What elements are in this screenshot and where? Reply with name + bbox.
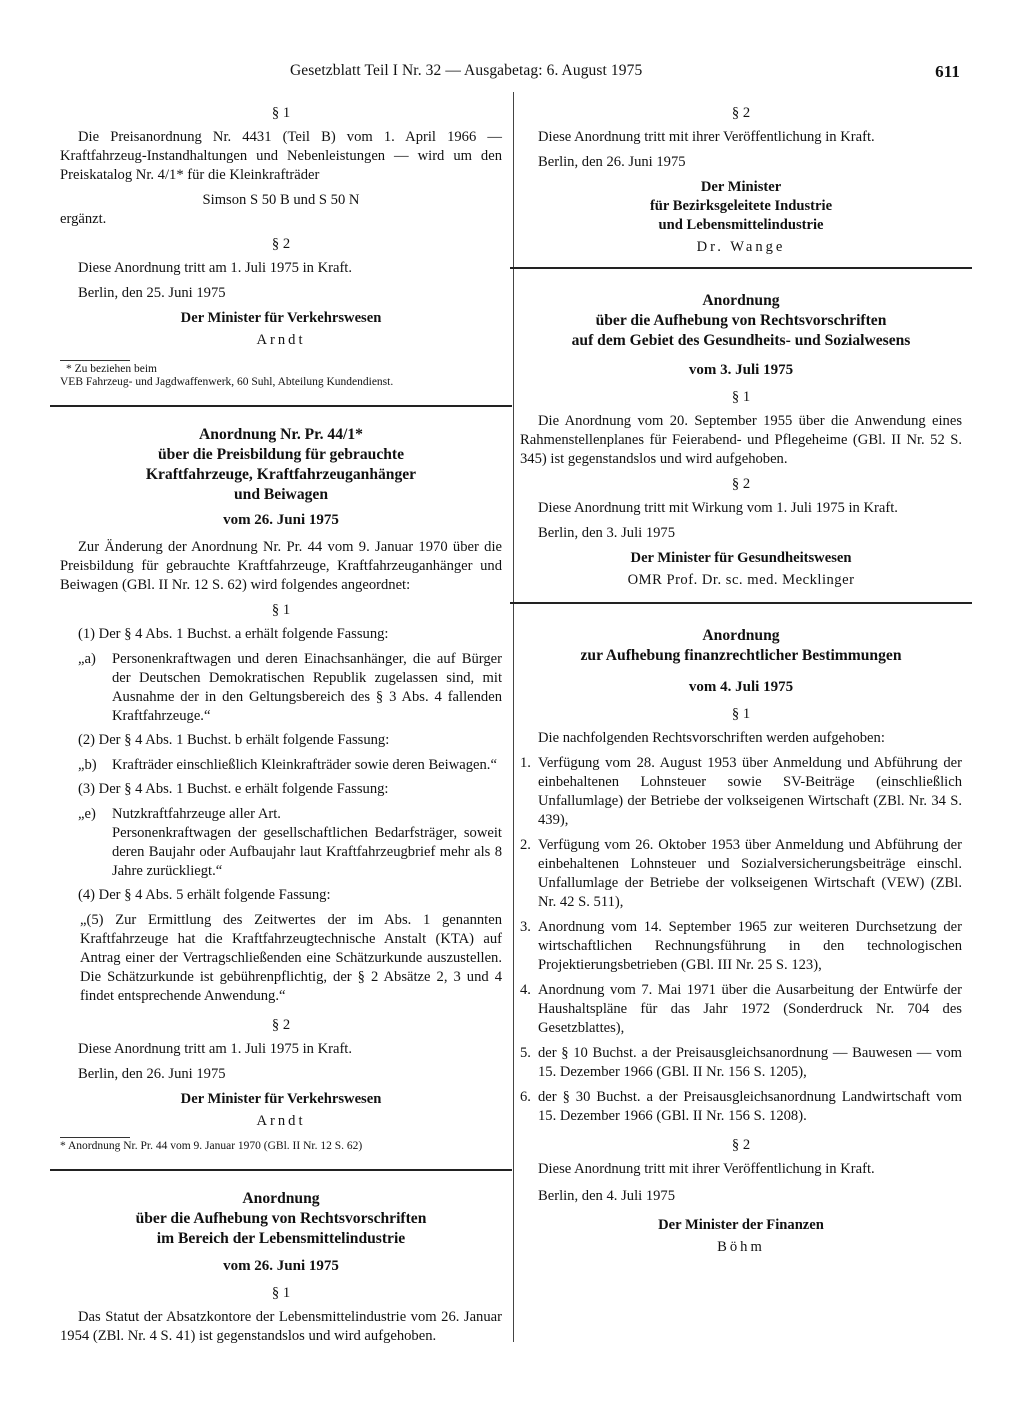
list-item	[520, 1088, 962, 1126]
heading-line: Anordnung	[242, 1190, 320, 1207]
body-text: Das Statut der Absatzkontore der Lebensmittelindustrie vom 26. Januar 1954 (ZBl. Nr. 4 S. 41) ist gegenstandslos und wird aufgehoben.	[60, 1309, 502, 1344]
heading-line: Kraftfahrzeuge, Kraftfahrzeuganhänger	[145, 466, 417, 483]
heading-line: Anordnung Nr. Pr. 44/1*	[199, 426, 363, 443]
list-item	[520, 981, 962, 1038]
heading-line: zur Aufhebung finanzrechtlicher Bestimmungen	[580, 647, 902, 664]
section-continuation	[520, 104, 962, 257]
body-text: Diese Anordnung tritt am 1. Juli 1975 in Kraft.	[78, 1041, 353, 1057]
body-text: Diese Anordnung tritt am 1. Juli 1975 in Kraft.	[78, 260, 353, 276]
section-date: vom 26. Juni 1975	[223, 512, 339, 528]
place-date: Berlin, den 4. Juli 1975	[538, 1188, 676, 1204]
signatory-name: Böhm	[717, 1239, 765, 1255]
body-text: Diese Anordnung tritt mit ihrer Veröffentlichung in Kraft.	[538, 1161, 875, 1177]
signatory-title: Der Minister der Finanzen	[658, 1217, 824, 1233]
heading-line: über die Aufhebung von Rechtsvorschriften	[595, 312, 887, 329]
item-number: 5.	[520, 1045, 531, 1061]
footnote: * Anordnung Nr. Pr. 44 vom 9. Januar 1970 (GBl. II Nr. 12 S. 62)	[60, 1140, 363, 1152]
heading-line: über die Preisbildung für gebrauchte	[157, 446, 405, 463]
item-text: Verfügung vom 28. August 1953 über Anmeldung und Abführung der einbehaltenen Lohnsteuer sowie SV-Beiträge (einschließlich Unfallumlage) der Betriebe der volkseigenen Wirtschaft (ZBl. Nr. 34 S. 439),	[538, 755, 962, 828]
section-divider	[50, 405, 512, 407]
heading-line: Anordnung	[702, 292, 780, 309]
item-text: der § 10 Buchst. a der Preisausgleichsanordnung — Bauwesen — vom 15. Dezember 1966 (GBl. II Nr. 156 S. 1205),	[538, 1045, 962, 1080]
section-finanzrecht	[520, 626, 962, 1257]
list-item	[60, 805, 502, 881]
subsection: (4) Der § 4 Abs. 5 erhält folgende Fassung:	[78, 887, 331, 903]
signatory-name: Arndt	[256, 1113, 306, 1129]
item-number: 4.	[520, 982, 531, 998]
signatory-title: und Lebensmittelindustrie	[658, 217, 824, 233]
heading-line: auf dem Gebiet des Gesundheits- und Sozialwesens	[571, 332, 911, 349]
body-text: Die Anordnung vom 20. September 1955 über die Anwendung eines Rahmenstellenplanes für Feierabend- und Pflegeheime (GBl. II Nr. 52 S. 345) ist gegenstandslos und wird aufgehoben.	[520, 413, 962, 467]
signatory-title: Der Minister	[700, 179, 782, 195]
body-text: Diese Anordnung tritt mit ihrer Veröffentlichung in Kraft.	[538, 129, 875, 145]
place-date: Berlin, den 26. Juni 1975	[78, 1066, 226, 1082]
section-divider	[510, 602, 972, 604]
paragraph-mark: § 1	[731, 389, 751, 405]
item-number: 2.	[520, 837, 531, 853]
section-lebensmittelindustrie	[60, 1189, 502, 1346]
item-text: der § 30 Buchst. a der Preisausgleichsanordnung Landwirtschaft vom 15. Dezember 1966 (GBl. II Nr. 156 S. 1208).	[538, 1089, 962, 1124]
list-item	[520, 836, 962, 912]
section-heading	[520, 626, 962, 666]
item-label: „b)	[78, 757, 97, 773]
item-number: 1.	[520, 755, 531, 771]
footnote-divider	[60, 1137, 130, 1138]
repeal-list	[520, 754, 962, 1126]
item-number: 3.	[520, 919, 531, 935]
item-text: Verfügung vom 26. Oktober 1953 über Anmeldung und Abführung der einbehaltenen Lohnsteuer und Sozialversicherungsbeiträge einschl. Unfallumlage der Betriebe der volkseigenen Wirtschaft (VEW) (ZBl. Nr. 42 S. 511),	[538, 837, 962, 910]
left-column	[60, 100, 502, 1352]
column-divider	[513, 92, 514, 1342]
heading-line: und Beiwagen	[233, 486, 329, 503]
footnote-divider	[60, 360, 130, 361]
signatory-name: Dr. Wange	[696, 239, 786, 255]
paragraph-mark: § 1	[271, 105, 291, 121]
section-anordnung-pr-44-1	[60, 425, 502, 1153]
list-item	[60, 650, 502, 726]
item-text	[112, 805, 502, 881]
signatory-title: Der Minister für Verkehrswesen	[180, 310, 382, 326]
paragraph-mark: § 2	[731, 1137, 751, 1153]
place-date: Berlin, den 3. Juli 1975	[538, 525, 676, 541]
list-item	[520, 1044, 962, 1082]
heading-line: Anordnung	[702, 627, 780, 644]
item-text-line: Personenkraftwagen der gesellschaftlichen Bedarfsträger, soweit deren Baujahr oder Aufbaujahr laut Kraftfahrzeugbrief mehr als 8 Jahre zurückliegt.“	[112, 825, 502, 879]
signatory-title: Der Minister für Gesundheitswesen	[630, 550, 852, 566]
section-heading	[60, 425, 502, 505]
item-text: Personenkraftwagen und deren Einachsanhänger, die auf Bürger der Deutschen Demokratischen Republik zugelassen sind, mit Ausnahme der in den Geltungsbereich des § 3 Abs. 4 fallenden Kraftfahrzeuge.“	[112, 651, 502, 724]
paragraph-mark: § 1	[271, 602, 291, 618]
page-number: 611	[935, 62, 960, 81]
footnote: * Zu beziehen beim	[66, 363, 158, 375]
section-heading	[520, 291, 962, 351]
subsection: (2) Der § 4 Abs. 1 Buchst. b erhält folgende Fassung:	[78, 732, 390, 748]
item-text-line: Nutzkraftfahrzeuge aller Art.	[112, 806, 281, 822]
header-title: Gesetzblatt Teil I Nr. 32 — Ausgabetag: 6. August 1975	[290, 62, 643, 79]
body-text-centered: Simson S 50 B und S 50 N	[202, 192, 360, 208]
signatory-title: für Bezirksgeleitete Industrie	[649, 198, 833, 214]
body-text: Die Preisanordnung Nr. 4431 (Teil B) vom 1. April 1966 — Kraftfahrzeug-Instandhaltungen und Nebenleistungen — wird um den Preiskatalog Nr. 4/1* für die Kleinkrafträder	[60, 129, 502, 183]
place-date: Berlin, den 25. Juni 1975	[78, 285, 226, 301]
page-header	[290, 62, 960, 80]
section-gesundheitswesen	[520, 291, 962, 590]
right-column	[520, 100, 962, 1263]
item-label: „e)	[78, 806, 96, 822]
section-preiskatalog	[60, 104, 502, 389]
body-text: Die nachfolgenden Rechtsvorschriften werden aufgehoben:	[538, 730, 885, 746]
item-text: Krafträder einschließlich Kleinkrafträder sowie deren Beiwagen.“	[112, 757, 497, 773]
item-text: Anordnung vom 7. Mai 1971 über die Ausarbeitung der Entwürfe der Haushaltspläne für das Jahr 1972 (Sonderdruck Nr. 704 des Gesetzblattes),	[538, 982, 962, 1036]
signatory-title: Der Minister für Verkehrswesen	[180, 1091, 382, 1107]
place-date: Berlin, den 26. Juni 1975	[538, 154, 686, 170]
body-text: ergänzt.	[60, 211, 107, 227]
paragraph-mark: § 2	[271, 1017, 291, 1033]
item-number: 6.	[520, 1089, 531, 1105]
paragraph-mark: § 1	[731, 706, 751, 722]
section-divider	[510, 267, 972, 269]
paragraph-mark: § 2	[271, 236, 291, 252]
quoted-text: „(5) Zur Ermittlung des Zeitwertes der im Abs. 1 genannten Kraftfahrzeuge hat die Kraftfahrzeugtechnische Anstalt (KTA) auf Antrag einer der Vertragschließenden eine Schätzurkunde auszustellen. Die Schätzurkunde ist gebührenpflichtig, der § 2 Absätze 2, 3 und 4 findet entsprechende Anwendung.“	[80, 912, 502, 1004]
heading-line: über die Aufhebung von Rechtsvorschriften	[135, 1210, 427, 1227]
section-divider	[50, 1169, 512, 1171]
list-item	[60, 756, 502, 775]
body-text: Zur Änderung der Anordnung Nr. Pr. 44 vom 9. Januar 1970 über die Preisbildung für gebrauchte Kraftfahrzeuge, Kraftfahrzeuganhänger und Beiwagen (GBl. II Nr. 12 S. 62) wird folgendes angeordnet:	[60, 539, 502, 593]
list-item	[520, 918, 962, 975]
footnote: VEB Fahrzeug- und Jagdwaffenwerk, 60 Suhl, Abteilung Kundendienst.	[60, 376, 394, 388]
subsection: (1) Der § 4 Abs. 1 Buchst. a erhält folgende Fassung:	[78, 626, 389, 642]
subsection: (3) Der § 4 Abs. 1 Buchst. e erhält folgende Fassung:	[78, 781, 389, 797]
list-item	[520, 754, 962, 830]
heading-line: im Bereich der Lebensmittelindustrie	[156, 1230, 406, 1247]
section-heading	[60, 1189, 502, 1249]
signatory-name: OMR Prof. Dr. sc. med. Mecklinger	[627, 572, 855, 588]
signatory-name: Arndt	[256, 332, 306, 348]
section-date: vom 4. Juli 1975	[688, 679, 794, 695]
item-label: „a)	[78, 651, 96, 667]
body-text: Diese Anordnung tritt mit Wirkung vom 1. Juli 1975 in Kraft.	[538, 500, 898, 516]
paragraph-mark: § 1	[271, 1285, 291, 1301]
paragraph-mark: § 2	[731, 476, 751, 492]
paragraph-mark: § 2	[731, 105, 751, 121]
section-date: vom 26. Juni 1975	[223, 1258, 339, 1274]
item-text: Anordnung vom 14. September 1965 zur weiteren Durchsetzung der wirtschaftlichen Rechnungsführung in den technologischen Projektierungsbetrieben (GBl. III Nr. 25 S. 123),	[538, 919, 962, 973]
section-date: vom 3. Juli 1975	[688, 362, 794, 378]
